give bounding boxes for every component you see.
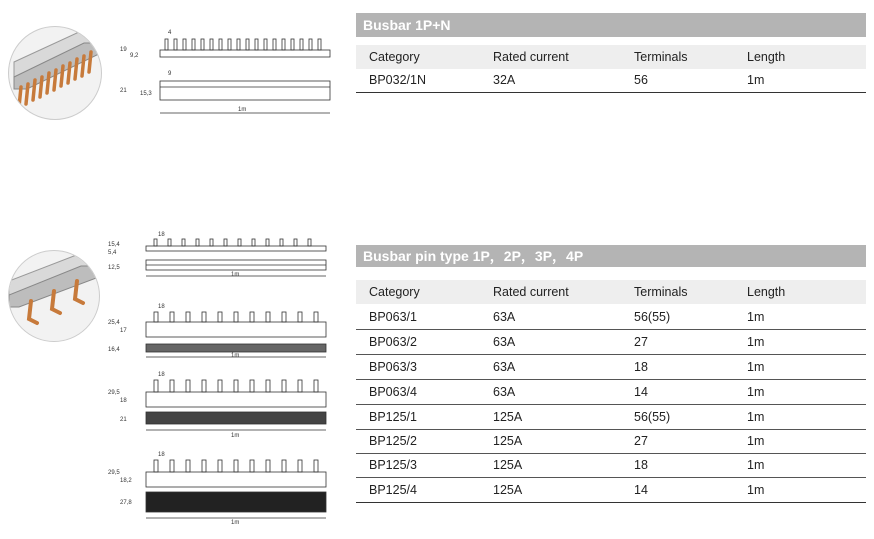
d3-length: 1m <box>231 433 240 439</box>
cell-length: 1m <box>747 385 765 399</box>
col-terminals: Terminals <box>634 285 688 299</box>
busbar-1pn-photo <box>8 26 102 120</box>
cell-current: 63A <box>493 385 516 399</box>
cell-terminals: 18 <box>634 360 648 374</box>
cell-terminals: 14 <box>634 483 648 497</box>
d1-h3: 12,5 <box>108 265 120 271</box>
cell-length: 1m <box>747 335 765 349</box>
section1-title <box>356 13 866 37</box>
dim-body: 21 <box>120 88 127 94</box>
cell-category: BP063/4 <box>369 385 417 399</box>
d1-pitch: 18 <box>158 232 165 238</box>
cell-length: 1m <box>747 310 765 324</box>
section2-title-text: Busbar pin type 1P，2P，3P，4P <box>363 248 584 264</box>
d1-length: 1m <box>231 272 240 278</box>
cell-current: 125A <box>493 483 523 497</box>
cell-terminals: 18 <box>634 458 648 472</box>
dim-body2: 15,3 <box>140 91 152 97</box>
d4-pitch: 18 <box>158 452 165 458</box>
table-row <box>356 380 866 405</box>
col-rated-current: Rated current <box>493 285 569 299</box>
dim-height: 19 <box>120 47 127 53</box>
col-length: Length <box>747 50 786 64</box>
col-category: Category <box>369 285 420 299</box>
d3-h2: 18 <box>120 398 127 404</box>
cell-category: BP063/2 <box>369 335 417 349</box>
cell-category: BP125/4 <box>369 483 417 497</box>
dim-pitch: 4 <box>168 30 172 36</box>
d3-h1: 29,5 <box>108 390 120 396</box>
table-row <box>356 453 866 478</box>
d1-h1: 15,4 <box>108 242 120 248</box>
d4-h3: 27,8 <box>120 500 132 506</box>
d2-h2: 17 <box>120 328 127 334</box>
cell-category: BP063/1 <box>369 310 417 324</box>
section1-header-row <box>356 45 866 69</box>
d3-pitch: 18 <box>158 372 165 378</box>
cell-category: BP125/2 <box>369 434 417 448</box>
table-row <box>356 478 866 503</box>
table-row <box>356 305 866 330</box>
section1-title-text: Busbar 1P+N <box>363 17 451 33</box>
cell-category: BP063/3 <box>369 360 417 374</box>
pins <box>165 39 321 50</box>
cell-current: 63A <box>493 360 516 374</box>
d2-pitch: 18 <box>158 304 165 310</box>
cell-current: 63A <box>493 335 516 349</box>
cell-current: 125A <box>493 458 523 472</box>
d4-length: 1m <box>231 520 240 526</box>
busbar-pin-drawings <box>106 226 331 526</box>
section2-header-row <box>356 280 866 304</box>
cell-terminals: 56 <box>634 73 648 87</box>
cell-current: 125A <box>493 434 523 448</box>
cell-terminals: 27 <box>634 335 648 349</box>
cell-current: 32A <box>493 73 516 87</box>
dim-pin: 9,2 <box>130 53 139 59</box>
d2-h3: 16,4 <box>108 347 120 353</box>
section2-title <box>356 245 866 267</box>
cell-length: 1m <box>747 434 765 448</box>
cell-length: 1m <box>747 410 765 424</box>
cell-category: BP125/3 <box>369 458 417 472</box>
cell-length: 1m <box>747 360 765 374</box>
cell-length: 1m <box>747 458 765 472</box>
dim-tab: 9 <box>168 71 172 77</box>
cell-current: 125A <box>493 410 523 424</box>
d1-h2: 5,4 <box>108 250 117 256</box>
cell-terminals: 56(55) <box>634 410 671 424</box>
cell-terminals: 27 <box>634 434 648 448</box>
col-category: Category <box>369 50 420 64</box>
cell-current: 63A <box>493 310 516 324</box>
table-row <box>356 355 866 380</box>
cell-length: 1m <box>747 483 765 497</box>
d4-h2: 18,2 <box>120 478 132 484</box>
cell-terminals: 14 <box>634 385 648 399</box>
col-rated-current: Rated current <box>493 50 569 64</box>
d2-length: 1m <box>231 353 240 359</box>
cell-category: BP125/1 <box>369 410 417 424</box>
table-row <box>356 429 866 454</box>
d3-h3: 21 <box>120 417 127 423</box>
table-row <box>356 405 866 430</box>
table-row <box>356 68 866 93</box>
cell-length: 1m <box>747 73 765 87</box>
d4-h1: 29,5 <box>108 470 120 476</box>
dim-length: 1m <box>238 107 247 113</box>
col-length: Length <box>747 285 786 299</box>
d2-h1: 25,4 <box>108 320 120 326</box>
busbar-pin-photo <box>8 250 100 342</box>
table-row <box>356 330 866 355</box>
busbar-1pn-drawing <box>108 25 333 120</box>
col-terminals: Terminals <box>634 50 688 64</box>
cell-category: BP032/1N <box>369 73 426 87</box>
cell-terminals: 56(55) <box>634 310 671 324</box>
